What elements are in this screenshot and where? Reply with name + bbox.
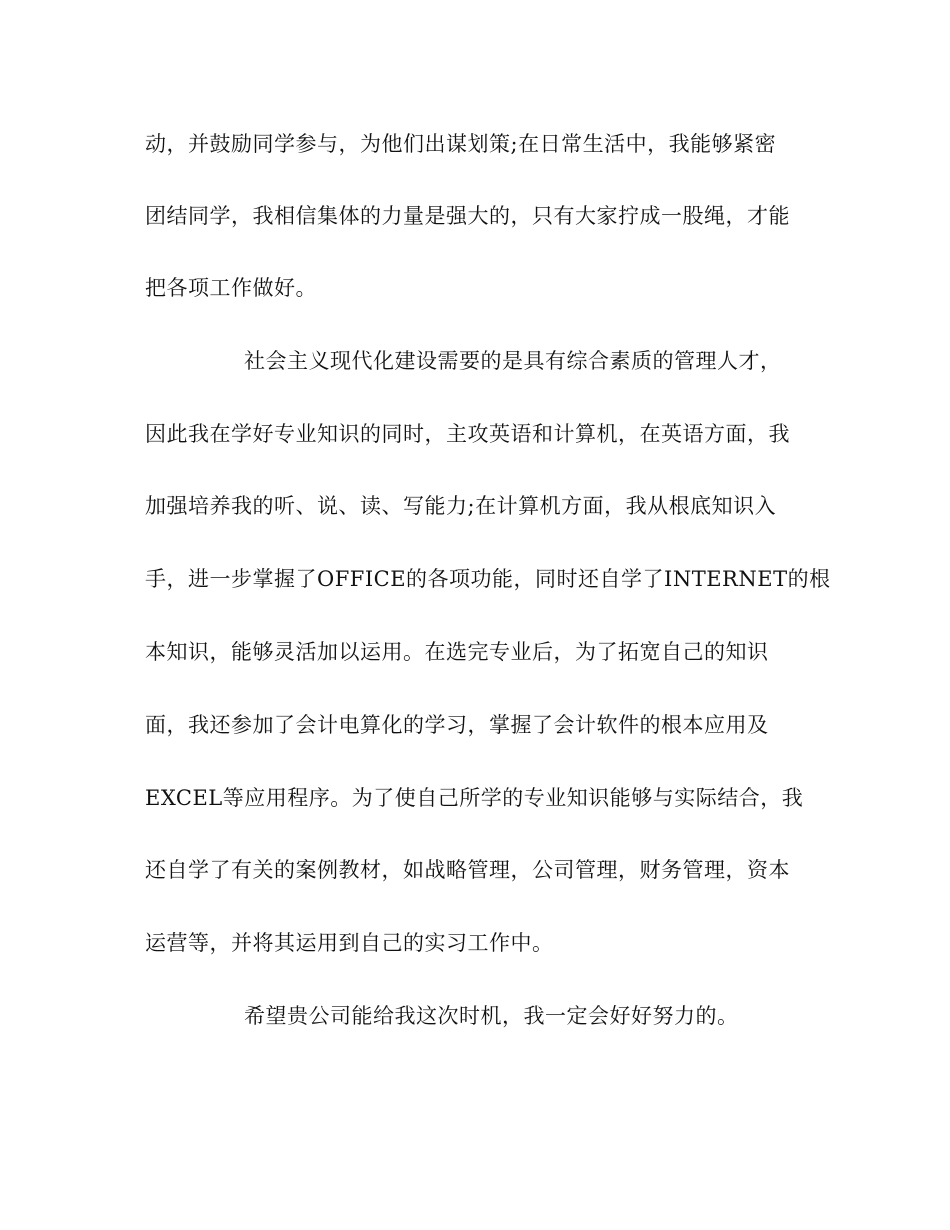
- text-line: 动，并鼓励同学参与，为他们出谋划策;在日常生活中，我能够紧密: [145, 132, 777, 156]
- text-line: 面，我还参加了会计电算化的学习，掌握了会计软件的根本应用及: [145, 713, 769, 737]
- text-line: 因此我在学好专业知识的同时，主攻英语和计算机，在英语方面，我: [145, 422, 790, 446]
- paragraph-start-line: 社会主义现代化建设需要的是具有综合素质的管理人才，: [244, 349, 782, 373]
- text-line: 团结同学，我相信集体的力量是强大的，只有大家拧成一股绳，才能: [145, 204, 790, 228]
- text-line: 把各项工作做好。: [145, 276, 317, 300]
- text-line: 加强培养我的听、说、读、写能力;在计算机方面，我从根底知识入: [145, 494, 777, 518]
- text-line: EXCEL等应用程序。为了使自己所学的专业知识能够与实际结合，我: [145, 786, 804, 810]
- text-line: 还自学了有关的案例教材，如战略管理，公司管理，财务管理，资本: [145, 858, 790, 882]
- text-line: 手，进一步掌握了OFFICE的各项功能，同时还自学了INTERNET的根: [145, 567, 831, 591]
- text-line: 运营等，并将其运用到自己的实习工作中。: [145, 931, 554, 955]
- text-line: 本知识，能够灵活加以运用。在选完专业后，为了拓宽自己的知识: [145, 640, 769, 664]
- closing-line: 希望贵公司能给我这次时机，我一定会好好努力的。: [244, 1004, 739, 1028]
